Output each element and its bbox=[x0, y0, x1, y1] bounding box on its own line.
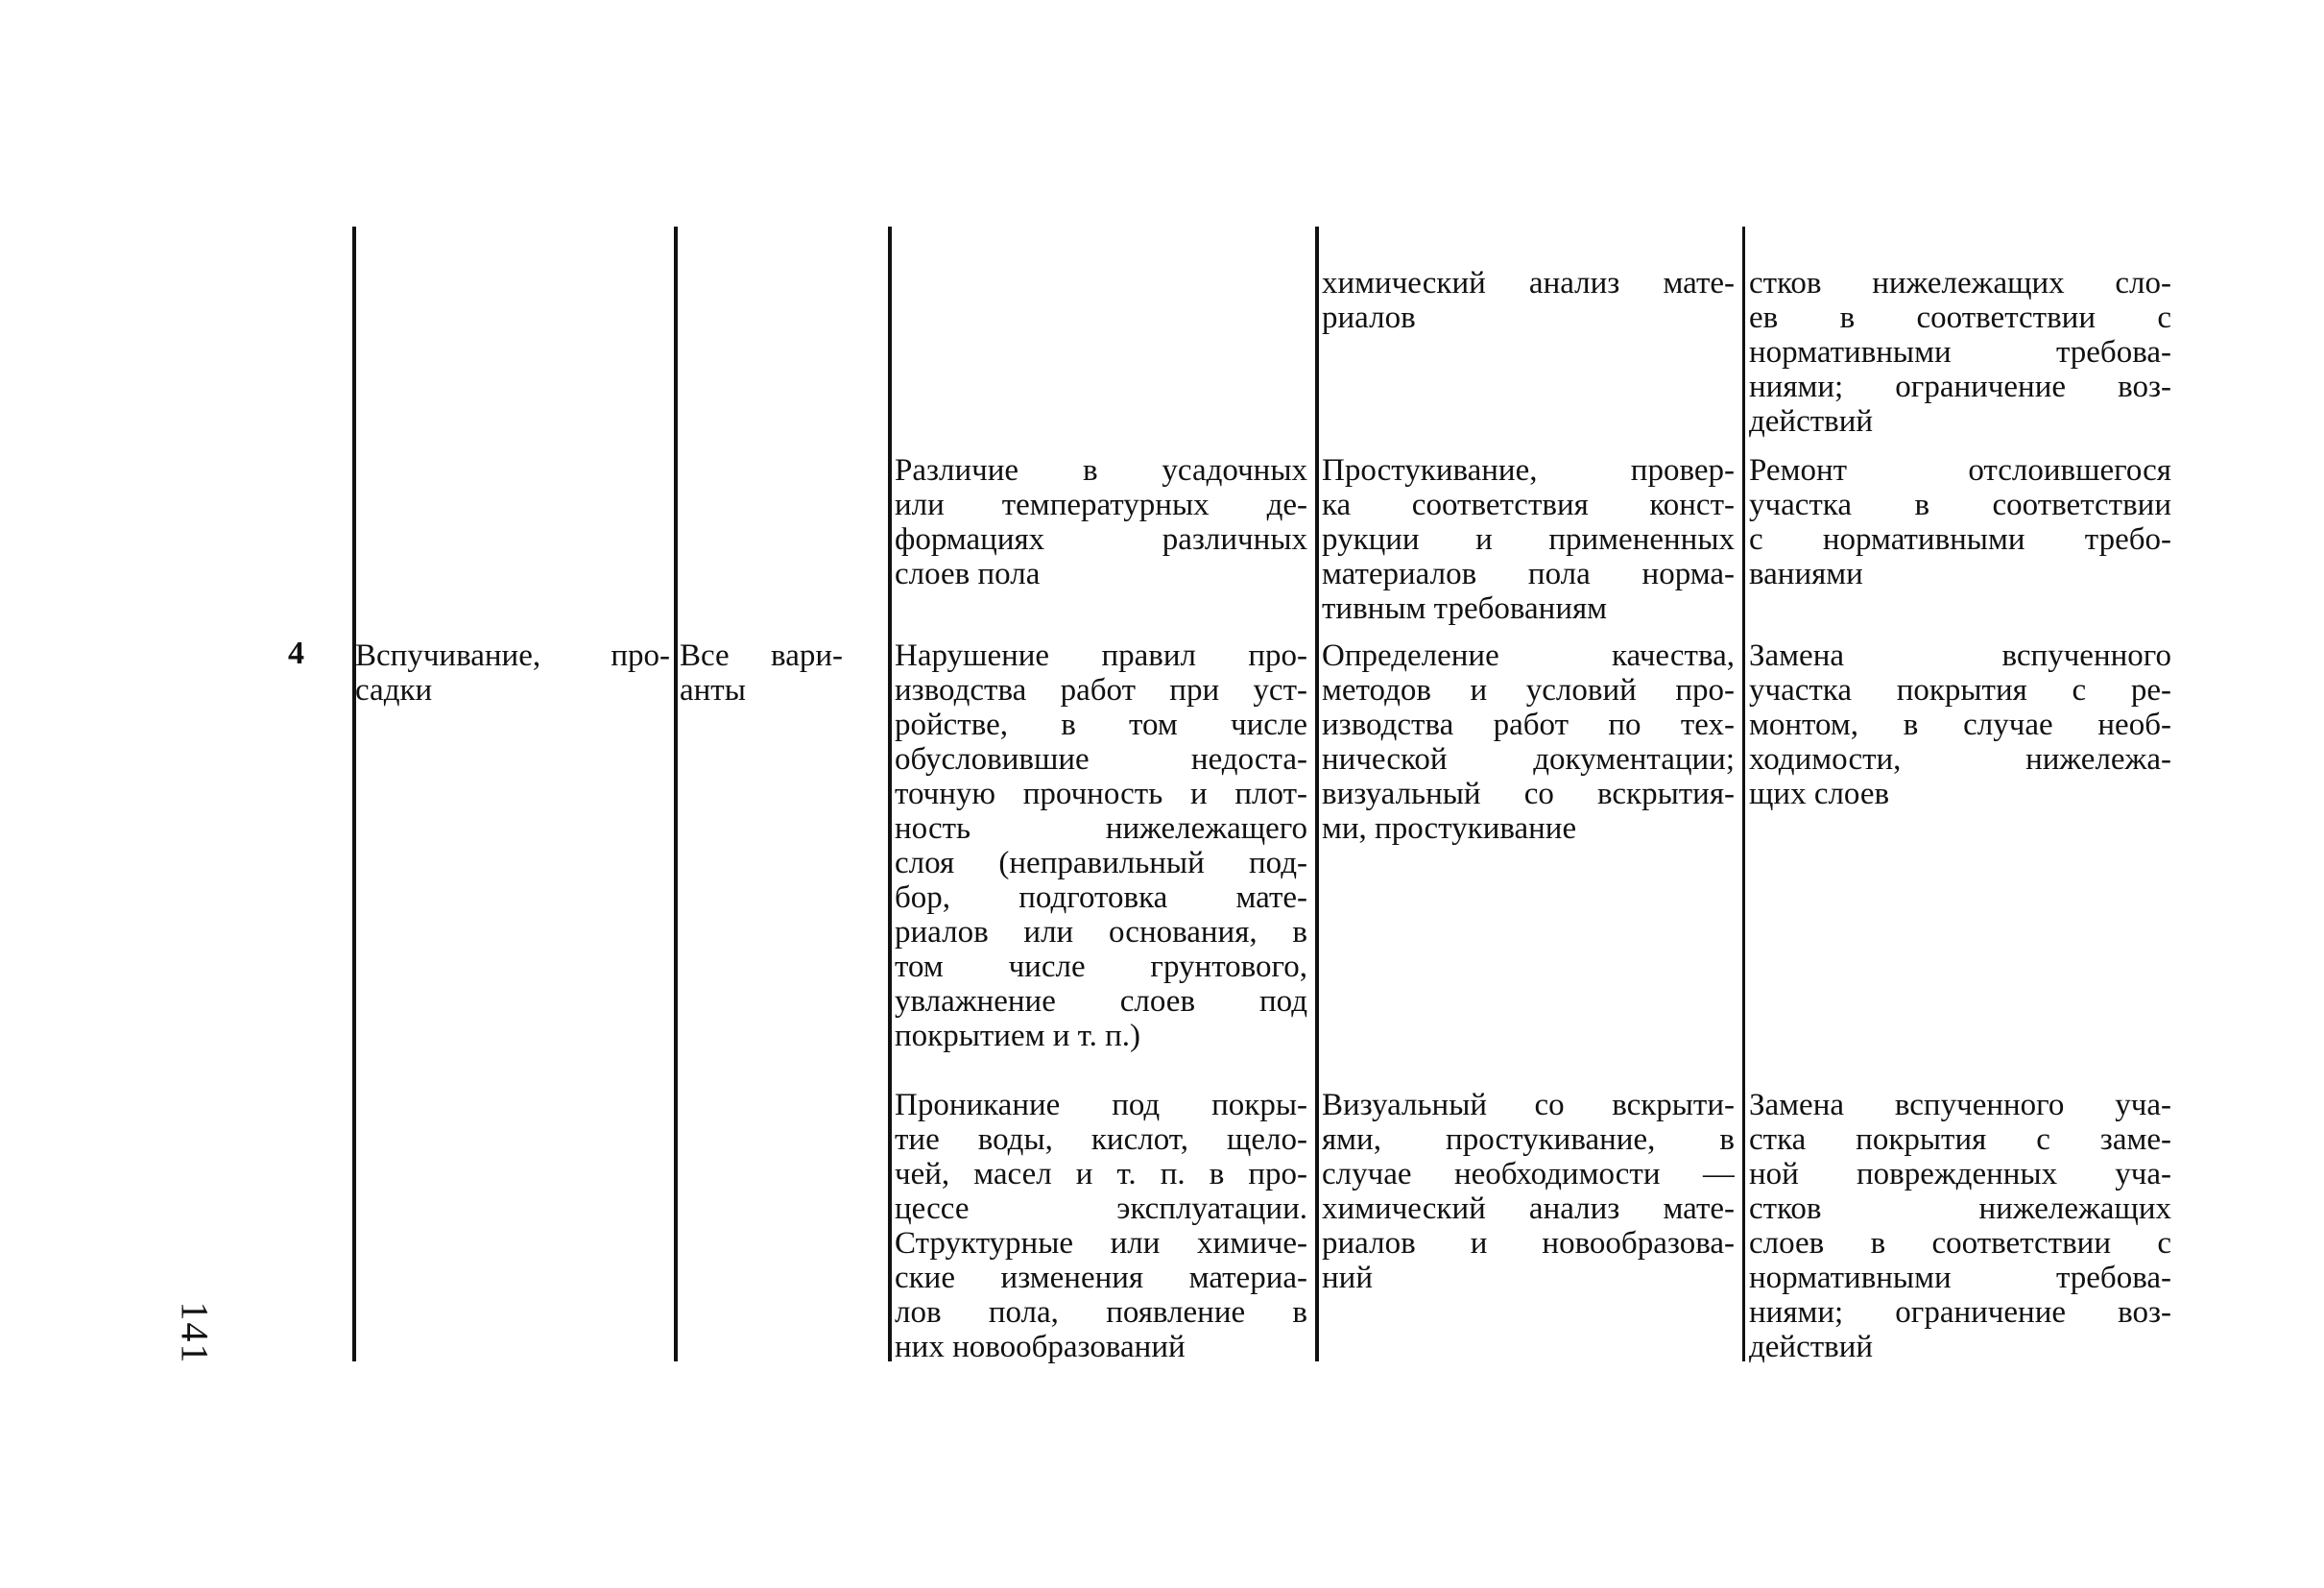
row-number: 4 bbox=[288, 636, 304, 671]
text-line: точную прочность и плот- bbox=[895, 777, 1307, 811]
remedy-cell bbox=[1749, 453, 2171, 591]
page-number: 141 bbox=[173, 1301, 217, 1365]
text-line: чей, масел и т. п. в про- bbox=[895, 1157, 1307, 1191]
text-line: Нарушение правил про- bbox=[895, 638, 1307, 673]
text-line: материалов пола норма- bbox=[1322, 557, 1735, 591]
column-rule-4 bbox=[1315, 227, 1319, 1361]
defect-cell bbox=[355, 638, 670, 708]
text-line: слоев пола bbox=[895, 557, 1041, 591]
cause-cell bbox=[895, 1088, 1307, 1364]
text-line: том числе грунтового, bbox=[895, 950, 1307, 984]
text-line: стка покрытия с заме- bbox=[1749, 1122, 2171, 1157]
column-rule-2 bbox=[674, 227, 678, 1361]
method-cell bbox=[1322, 266, 1735, 335]
text-line: Визуальный со вскрыти- bbox=[1322, 1088, 1735, 1122]
text-line: монтом, в случае необ- bbox=[1749, 708, 2171, 742]
text-line: с нормативными требо- bbox=[1749, 522, 2171, 557]
defect-line: садки bbox=[355, 673, 433, 708]
text-line: действий bbox=[1749, 1330, 1874, 1364]
variants-line: Все вари- bbox=[680, 638, 843, 673]
text-line: риалов и новообразова- bbox=[1322, 1226, 1735, 1261]
text-line: химический анализ мате- bbox=[1322, 266, 1735, 301]
text-line: нической документации; bbox=[1322, 742, 1735, 777]
text-line: визуальный со вскрытия- bbox=[1322, 777, 1735, 811]
text-line: стков нижележащих сло- bbox=[1749, 266, 2171, 301]
text-line: химический анализ мате- bbox=[1322, 1191, 1735, 1226]
text-line: Различие в усадочных bbox=[895, 453, 1307, 488]
remedy-cell bbox=[1749, 638, 2171, 811]
text-line: ность нижележащего bbox=[895, 811, 1307, 846]
cause-cell bbox=[895, 638, 1307, 1053]
column-rule-5 bbox=[1742, 227, 1745, 1361]
text-line: бор, подготовка мате- bbox=[895, 880, 1307, 915]
text-line: тивным требованиям bbox=[1322, 591, 1608, 626]
variants-line: анты bbox=[680, 673, 746, 708]
text-line: щих слоев bbox=[1749, 777, 1890, 811]
text-line: Проникание под покры- bbox=[895, 1088, 1307, 1122]
text-line: Структурные или химиче- bbox=[895, 1226, 1307, 1261]
text-line: нормативными требова- bbox=[1749, 1261, 2171, 1295]
variants-cell bbox=[680, 638, 843, 708]
text-line: Ремонт отслоившегося bbox=[1749, 453, 2171, 488]
text-line: формациях различных bbox=[895, 522, 1307, 557]
text-line: Определение качества, bbox=[1322, 638, 1735, 673]
method-cell bbox=[1322, 638, 1735, 846]
text-line: Замена вспученного уча- bbox=[1749, 1088, 2171, 1122]
text-line: них новообразований bbox=[895, 1330, 1186, 1364]
method-cell bbox=[1322, 453, 1735, 626]
text-line: ваниями bbox=[1749, 557, 1863, 591]
text-line: ниями; ограничение воз- bbox=[1749, 370, 2171, 404]
text-line: цессе эксплуатации. bbox=[895, 1191, 1307, 1226]
text-line: тие воды, кислот, щело- bbox=[895, 1122, 1307, 1157]
text-line: участка в соответствии bbox=[1749, 488, 2171, 522]
defect-line: Вспучивание, про- bbox=[355, 638, 670, 673]
text-line: изводства работ по тех- bbox=[1322, 708, 1735, 742]
text-line: увлажнение слоев под bbox=[895, 984, 1307, 1019]
text-line: обусловившие недоста- bbox=[895, 742, 1307, 777]
text-line: методов и условий про- bbox=[1322, 673, 1735, 708]
text-line: лов пола, появление в bbox=[895, 1295, 1307, 1330]
text-line: ной поврежденных уча- bbox=[1749, 1157, 2171, 1191]
text-line: ройстве, в том числе bbox=[895, 708, 1307, 742]
text-line: ний bbox=[1322, 1261, 1373, 1295]
text-line: покрытием и т. п.) bbox=[895, 1019, 1140, 1053]
text-line: Простукивание, провер- bbox=[1322, 453, 1735, 488]
text-line: ми, простукивание bbox=[1322, 811, 1577, 846]
text-line: ходимости, нижележа- bbox=[1749, 742, 2171, 777]
text-line: слоев в соответствии с bbox=[1749, 1226, 2171, 1261]
text-line: Замена вспученного bbox=[1749, 638, 2171, 673]
text-line: рукции и примененных bbox=[1322, 522, 1735, 557]
text-line: стков нижележащих bbox=[1749, 1191, 2171, 1226]
remedy-cell bbox=[1749, 1088, 2171, 1364]
method-cell bbox=[1322, 1088, 1735, 1295]
text-line: участка покрытия с ре- bbox=[1749, 673, 2171, 708]
cause-cell bbox=[895, 453, 1307, 591]
text-line: ские изменения материа- bbox=[895, 1261, 1307, 1295]
column-rule-1 bbox=[352, 227, 356, 1361]
text-line: риалов или основания, в bbox=[895, 915, 1307, 950]
text-line: или температурных де- bbox=[895, 488, 1307, 522]
remedy-cell bbox=[1749, 266, 2171, 439]
text-line: ниями; ограничение воз- bbox=[1749, 1295, 2171, 1330]
text-line: нормативными требова- bbox=[1749, 335, 2171, 370]
text-line: случае необходимости — bbox=[1322, 1157, 1735, 1191]
text-line: слоя (неправильный под- bbox=[895, 846, 1307, 880]
text-line: ев в соответствии с bbox=[1749, 301, 2171, 335]
text-line: ями, простукивание, в bbox=[1322, 1122, 1735, 1157]
column-rule-3 bbox=[888, 227, 892, 1361]
text-line: ка соответствия конст- bbox=[1322, 488, 1735, 522]
text-line: риалов bbox=[1322, 301, 1416, 335]
text-line: действий bbox=[1749, 404, 1874, 439]
text-line: изводства работ при уст- bbox=[895, 673, 1307, 708]
